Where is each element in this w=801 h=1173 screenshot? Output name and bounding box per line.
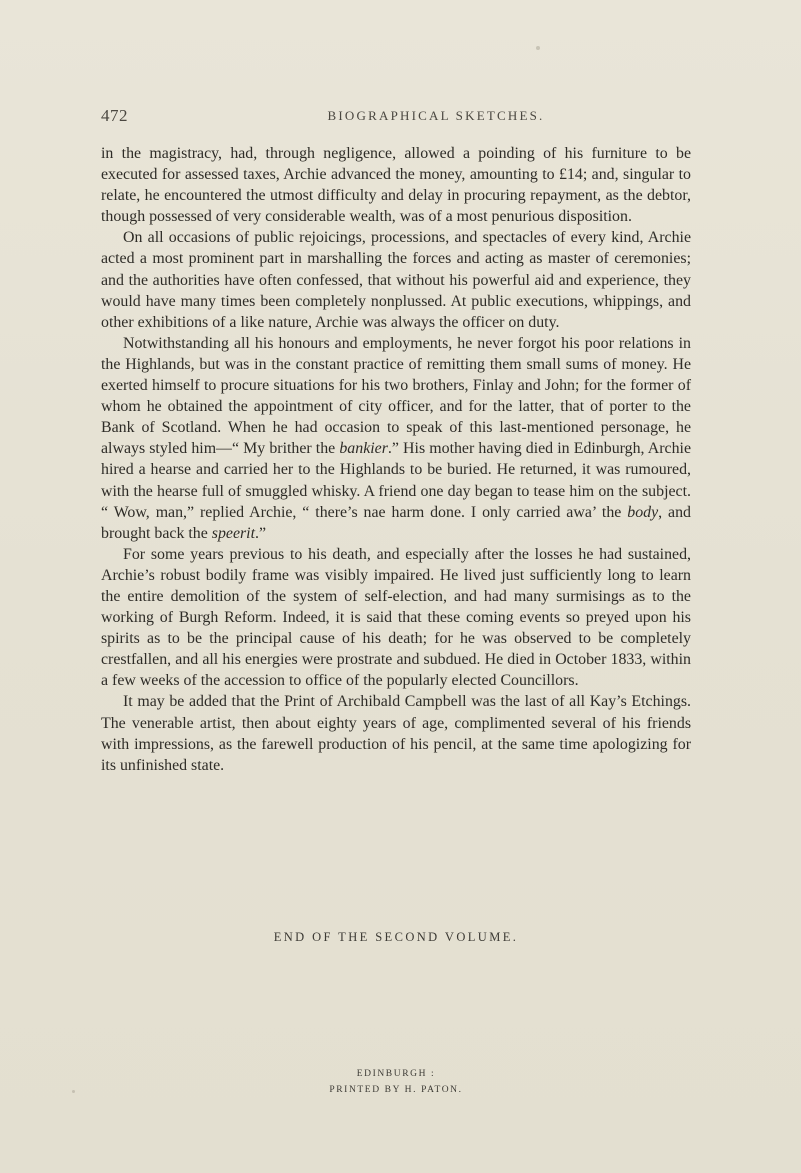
running-head: BIOGRAPHICAL SKETCHES. bbox=[327, 108, 545, 123]
page-number: 472 bbox=[101, 106, 128, 125]
paragraph bbox=[101, 227, 691, 332]
text-run: It may be added that the Print of Archibald Campbell was the last of all Kay’s Etchings. The venerable artist, then about eighty years of age, complimented several of his friends with impressions, as the farewell production of his pencil, at the same time apologizing for its unfinished state. bbox=[101, 693, 691, 774]
text-run: .” bbox=[255, 524, 267, 542]
text-run: .” His mother having died in Edinburgh, Archie hired a hearse and carried her to the Highlands to be buried. He returned, it was rumoured, with the hearse full of smuggled whisky. A friend one day began to tease him on the subject. “ Wow, man,” replied Archie, “ there’s nae harm done. I only carried awa’ the bbox=[101, 440, 691, 521]
text-run: On all occasions of public rejoicings, processions, and spectacles of every kind, Archie acted a most prominent part in marshalling the forces and acting as master of ceremonies; and the authorities have often confessed, that without his powerful aid and experience, they would have many times been completely nonplussed. At public executions, whippings, and other exhibitions of a like nature, Archie was always the officer on duty. bbox=[101, 229, 691, 331]
body-text bbox=[101, 143, 691, 776]
paragraph bbox=[101, 544, 691, 692]
printer-imprint bbox=[101, 1066, 691, 1098]
paragraph bbox=[101, 333, 691, 544]
end-of-volume-line: END OF THE SECOND VOLUME. bbox=[273, 930, 519, 944]
paper-speck bbox=[536, 46, 540, 50]
text-run: Notwithstanding all his honours and employments, he never forgot his poor relations in the Highlands, but was in the constant practice of remitting them small sums of money. He exerted himself to procure situations for his two brothers, Finlay and John; for the former of whom he obtained the appointment of city officer, and for the latter, that of porter to the Bank of Scotland. When he had occasion to speak of this last-mentioned personage, he always styled him—“ My brither the bbox=[101, 334, 691, 458]
italic-text: bankier bbox=[339, 440, 388, 458]
imprint-printer: PRINTED BY H. PATON. bbox=[329, 1085, 463, 1095]
text-run: in the magistracy, had, through negligence, allowed a poinding of his furniture to be executed for assessed taxes, Archie advanced the money, amounting to £14; and, singular to relate, he encountered the utmost difficulty and delay in procuring repayment, as the debtor, though possessed of very considerable wealth, was of a most penurious disposition. bbox=[101, 145, 691, 226]
page-header bbox=[101, 106, 691, 130]
italic-text: body bbox=[627, 503, 659, 521]
paragraph bbox=[101, 691, 691, 775]
imprint-city: EDINBURGH : bbox=[356, 1069, 436, 1079]
text-run: , and brought back the bbox=[101, 503, 691, 542]
italic-text: speerit bbox=[211, 524, 256, 542]
paragraph bbox=[101, 143, 691, 227]
text-run: For some years previous to his death, and especially after the losses he had sustained, Archie’s robust bodily frame was visibly impaired. He lived just sufficiently long to learn the entire demolition of the system of self-election, and had many surmisings as to the working of Burgh Reform. Indeed, it is said that these coming events so preyed upon his spirits as to be the principal cause of his death; for he was observed to be completely crestfallen, and all his energies were prostrate and subdued. He died in October 1833, within a few weeks of the accession to office of the popularly elected Councillors. bbox=[101, 545, 691, 690]
paper-speck bbox=[72, 1090, 75, 1093]
